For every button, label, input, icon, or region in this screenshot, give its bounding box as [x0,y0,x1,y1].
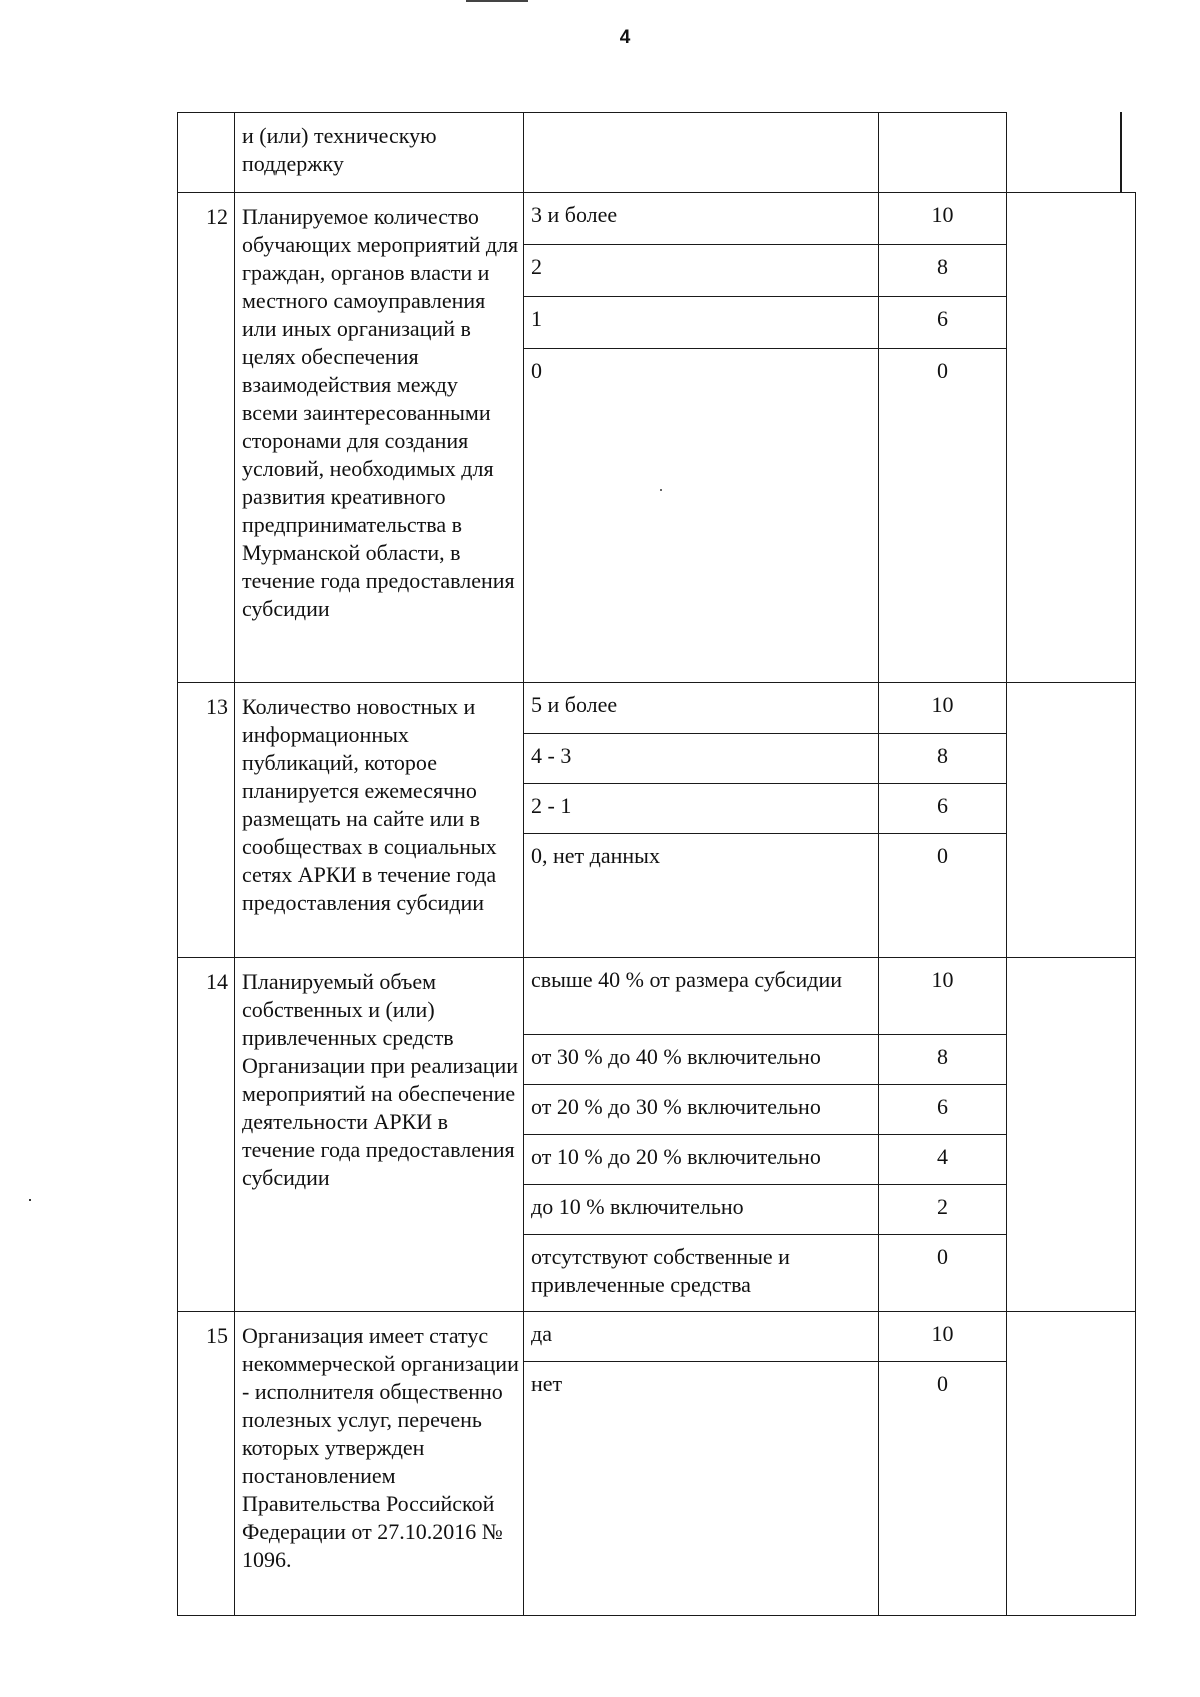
row-number-cell [178,113,235,193]
option-label: 4 - 3 [524,734,879,784]
option-score: 2 [879,1185,1007,1235]
option-score: 10 [879,958,1007,1035]
row-number: 13 [178,683,235,958]
option-label: свыше 40 % от размера субсидии [524,958,879,1035]
scan-top-mark [466,0,528,2]
option-label: от 20 % до 30 % включительно [524,1085,879,1135]
row-number: 12 [178,193,235,683]
option-score: 0 [879,1235,1007,1312]
criteria-table [177,112,1136,1616]
extra-cell [1007,1312,1136,1616]
option-score: 0 [879,834,1007,958]
table-edge-line [1120,112,1122,192]
option-label: 0, нет данных [524,834,879,958]
extra-cell [1007,958,1136,1312]
option-score: 8 [879,734,1007,784]
option-label: до 10 % включительно [524,1185,879,1235]
page-number: 4 [619,27,631,48]
option-score: 10 [879,683,1007,734]
option-label: от 30 % до 40 % включительно [524,1035,879,1085]
option-score: 10 [879,193,1007,245]
option-score: 8 [879,245,1007,297]
extra-cell [1007,683,1136,958]
option-score: 0 [879,1362,1007,1616]
option-score: 6 [879,297,1007,349]
criterion-description: Планируемый объем собственных и (или) привлеченных средств Организации при реализации мероприятий на обеспечение деятельности АРКИ в течение года предоставления субсидии [235,958,524,1312]
option-label: 5 и более [524,683,879,734]
option-label: 0 [524,349,879,683]
option-label: 1 [524,297,879,349]
table-row [178,1312,1136,1362]
option-label: от 10 % до 20 % включительно [524,1135,879,1185]
option-label: 2 - 1 [524,784,879,834]
table-row [178,193,1136,245]
option-label: 3 и более [524,193,879,245]
extra-cell [1007,113,1136,193]
criterion-description: Организация имеет статус некоммерческой организации - исполнителя общественно полезных услуг, перечень которых утвержден постановлением Правительства Российской Федерации от 27.10.2016 № 1096. [235,1312,524,1616]
option-cell [524,113,879,193]
extra-cell [1007,193,1136,683]
scan-artifact [29,1199,31,1201]
row-number: 15 [178,1312,235,1616]
table-row-continued [178,113,1136,193]
option-score: 10 [879,1312,1007,1362]
criterion-description: Количество новостных и информационных публикаций, которое планируется ежемесячно размещать на сайте или в сообществах в социальных сетях АРКИ в течение года предоставления субсидии [235,683,524,958]
row-number: 14 [178,958,235,1312]
option-score: 6 [879,784,1007,834]
option-score: 8 [879,1035,1007,1085]
criterion-description: Планируемое количество обучающих мероприятий для граждан, органов власти и местного самоуправления или иных организаций в целях обеспечения взаимодействия между всеми заинтересованными сторонами для создания условий, необходимых для развития креативного предпринимательства в Мурманской области, в течение года предоставления субсидии [235,193,524,683]
option-label: нет [524,1362,879,1616]
option-score: 0 [879,349,1007,683]
criterion-description: и (или) техническую поддержку [235,113,524,193]
option-label: отсутствуют собственные и привлеченные средства [524,1235,879,1312]
score-cell [879,113,1007,193]
option-label: да [524,1312,879,1362]
option-score: 4 [879,1135,1007,1185]
option-score: 6 [879,1085,1007,1135]
option-label: 2 [524,245,879,297]
table-row [178,683,1136,734]
table-row [178,958,1136,1035]
